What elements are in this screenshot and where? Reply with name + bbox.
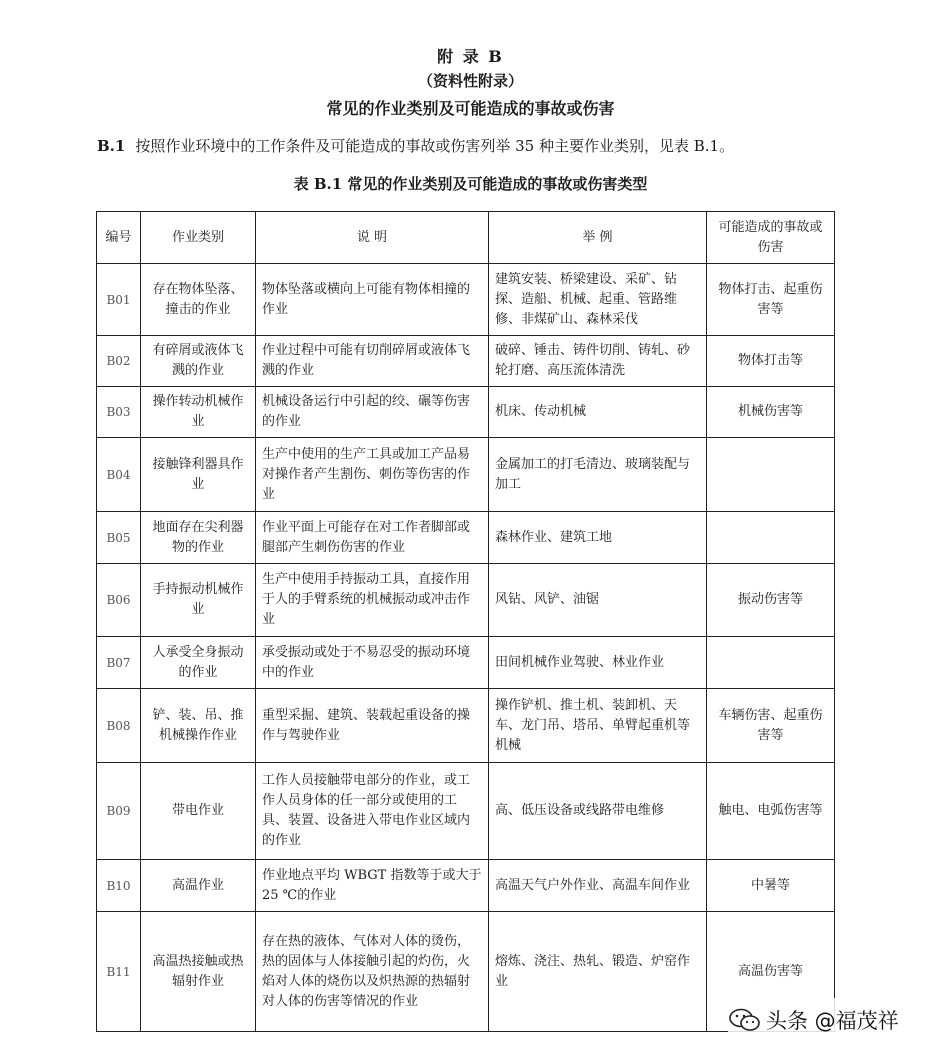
row-category: 地面存在尖利器物的作业 bbox=[141, 512, 256, 564]
header-code: 编号 bbox=[97, 212, 141, 264]
row-category: 接触锋利器具作业 bbox=[141, 438, 256, 512]
row-code: B11 bbox=[97, 912, 141, 1032]
header-examples: 举 例 bbox=[489, 212, 707, 264]
row-category: 铲、装、吊、推机械操作作业 bbox=[141, 689, 256, 763]
row-category: 高温热接触或热辐射作业 bbox=[141, 912, 256, 1032]
source-watermark bbox=[728, 998, 941, 1042]
row-description: 生产中使用手持振动工具，直接作用于人的手臂系统的机械振动或冲击作业 bbox=[256, 564, 489, 637]
row-description: 工作人员接触带电部分的作业，或工作人员身体的任一部分或使用的工具、装置、设备进入带电作业区域内的作业 bbox=[256, 763, 489, 860]
row-category: 操作转动机械作业 bbox=[141, 387, 256, 438]
header-description: 说 明 bbox=[256, 212, 489, 264]
row-description: 作业平面上可能存在对工作者脚部或腿部产生刺伤伤害的作业 bbox=[256, 512, 489, 564]
row-result: 机械伤害等 bbox=[707, 387, 835, 438]
job-category-table bbox=[96, 211, 835, 1032]
row-examples: 金属加工的打毛清边、玻璃装配与加工 bbox=[489, 438, 707, 512]
row-category: 人承受全身振动的作业 bbox=[141, 637, 256, 689]
table-row bbox=[97, 512, 835, 564]
table-header-row bbox=[97, 212, 835, 264]
header-result: 可能造成的事故或伤害 bbox=[707, 212, 835, 264]
watermark-text: 头条 @福茂祥 bbox=[766, 1009, 899, 1033]
row-category: 手持振动机械作业 bbox=[141, 564, 256, 637]
row-description: 机械设备运行中引起的绞、碾等伤害的作业 bbox=[256, 387, 489, 438]
row-examples: 田间机械作业驾驶、林业作业 bbox=[489, 637, 707, 689]
row-code: B05 bbox=[97, 512, 141, 564]
table-row bbox=[97, 438, 835, 512]
appendix-note: （资料性附录） bbox=[417, 72, 523, 90]
table-row bbox=[97, 860, 835, 912]
table-row bbox=[97, 264, 835, 336]
row-examples: 高温天气户外作业、高温车间作业 bbox=[489, 860, 707, 912]
header-category: 作业类别 bbox=[141, 212, 256, 264]
row-examples: 风钻、风铲、油锯 bbox=[489, 564, 707, 637]
table-row bbox=[97, 689, 835, 763]
row-examples: 森林作业、建筑工地 bbox=[489, 512, 707, 564]
row-code: B07 bbox=[97, 637, 141, 689]
row-result: 振动伤害等 bbox=[707, 564, 835, 637]
row-description: 承受振动或处于不易忍受的振动环境中的作业 bbox=[256, 637, 489, 689]
row-result bbox=[707, 637, 835, 689]
row-category: 存在物体坠落、撞击的作业 bbox=[141, 264, 256, 336]
row-result: 高温伤害等 bbox=[707, 912, 835, 1032]
intro-label: B.1 bbox=[97, 137, 126, 155]
row-examples: 高、低压设备或线路带电维修 bbox=[489, 763, 707, 860]
row-result: 物体打击、起重伤害等 bbox=[707, 264, 835, 336]
row-examples: 破碎、锤击、铸件切削、铸轧、砂轮打磨、高压流体清洗 bbox=[489, 336, 707, 387]
table-row bbox=[97, 336, 835, 387]
row-examples: 操作铲机、推土机、装卸机、天车、龙门吊、塔吊、单臂起重机等机械 bbox=[489, 689, 707, 763]
table-row bbox=[97, 564, 835, 637]
row-code: B04 bbox=[97, 438, 141, 512]
row-category: 高温作业 bbox=[141, 860, 256, 912]
table-row bbox=[97, 763, 835, 860]
row-result: 车辆伤害、起重伤害等 bbox=[707, 689, 835, 763]
table-row bbox=[97, 387, 835, 438]
row-examples: 建筑安装、桥梁建设、采矿、钻探、造船、机械、起重、管路维修、非煤矿山、森林采伐 bbox=[489, 264, 707, 336]
row-result: 触电、电弧伤害等 bbox=[707, 763, 835, 860]
row-description: 重型采掘、建筑、装载起重设备的操作与驾驶作业 bbox=[256, 689, 489, 763]
table-row bbox=[97, 912, 835, 1032]
table-row bbox=[97, 637, 835, 689]
row-result: 物体打击等 bbox=[707, 336, 835, 387]
row-examples: 机床、传动机械 bbox=[489, 387, 707, 438]
page-title: 常见的作业类别及可能造成的事故或伤害 bbox=[326, 99, 615, 118]
row-description: 存在热的液体、气体对人体的烫伤，热的固体与人体接触引起的灼伤，火焰对人体的烧伤以及炽热源的热辐射对人体的伤害等情况的作业 bbox=[256, 912, 489, 1032]
row-description: 作业地点平均 WBGT 指数等于或大于 25 ℃的作业 bbox=[256, 860, 489, 912]
row-result bbox=[707, 438, 835, 512]
appendix-label: 附 录 B bbox=[437, 47, 504, 66]
row-code: B06 bbox=[97, 564, 141, 637]
row-code: B03 bbox=[97, 387, 141, 438]
row-description: 生产中使用的生产工具或加工产品易对操作者产生割伤、刺伤等伤害的作业 bbox=[256, 438, 489, 512]
row-code: B10 bbox=[97, 860, 141, 912]
row-code: B02 bbox=[97, 336, 141, 387]
intro-text: 按照作业环境中的工作条件及可能造成的事故或伤害列举 35 种主要作业类别，见表 B.1。 bbox=[135, 137, 735, 155]
row-result: 中暑等 bbox=[707, 860, 835, 912]
table-caption: 表 B.1 常见的作业类别及可能造成的事故或伤害类型 bbox=[293, 175, 648, 193]
row-code: B01 bbox=[97, 264, 141, 336]
row-description: 物体坠落或横向上可能有物体相撞的作业 bbox=[256, 264, 489, 336]
row-category: 带电作业 bbox=[141, 763, 256, 860]
row-code: B09 bbox=[97, 763, 141, 860]
row-result bbox=[707, 512, 835, 564]
intro-paragraph bbox=[97, 135, 734, 156]
wechat-icon bbox=[728, 1007, 762, 1033]
row-description: 作业过程中可能有切削碎屑或液体飞溅的作业 bbox=[256, 336, 489, 387]
row-examples: 熔炼、浇注、热轧、锻造、炉窑作业 bbox=[489, 912, 707, 1032]
row-category: 有碎屑或液体飞溅的作业 bbox=[141, 336, 256, 387]
row-code: B08 bbox=[97, 689, 141, 763]
